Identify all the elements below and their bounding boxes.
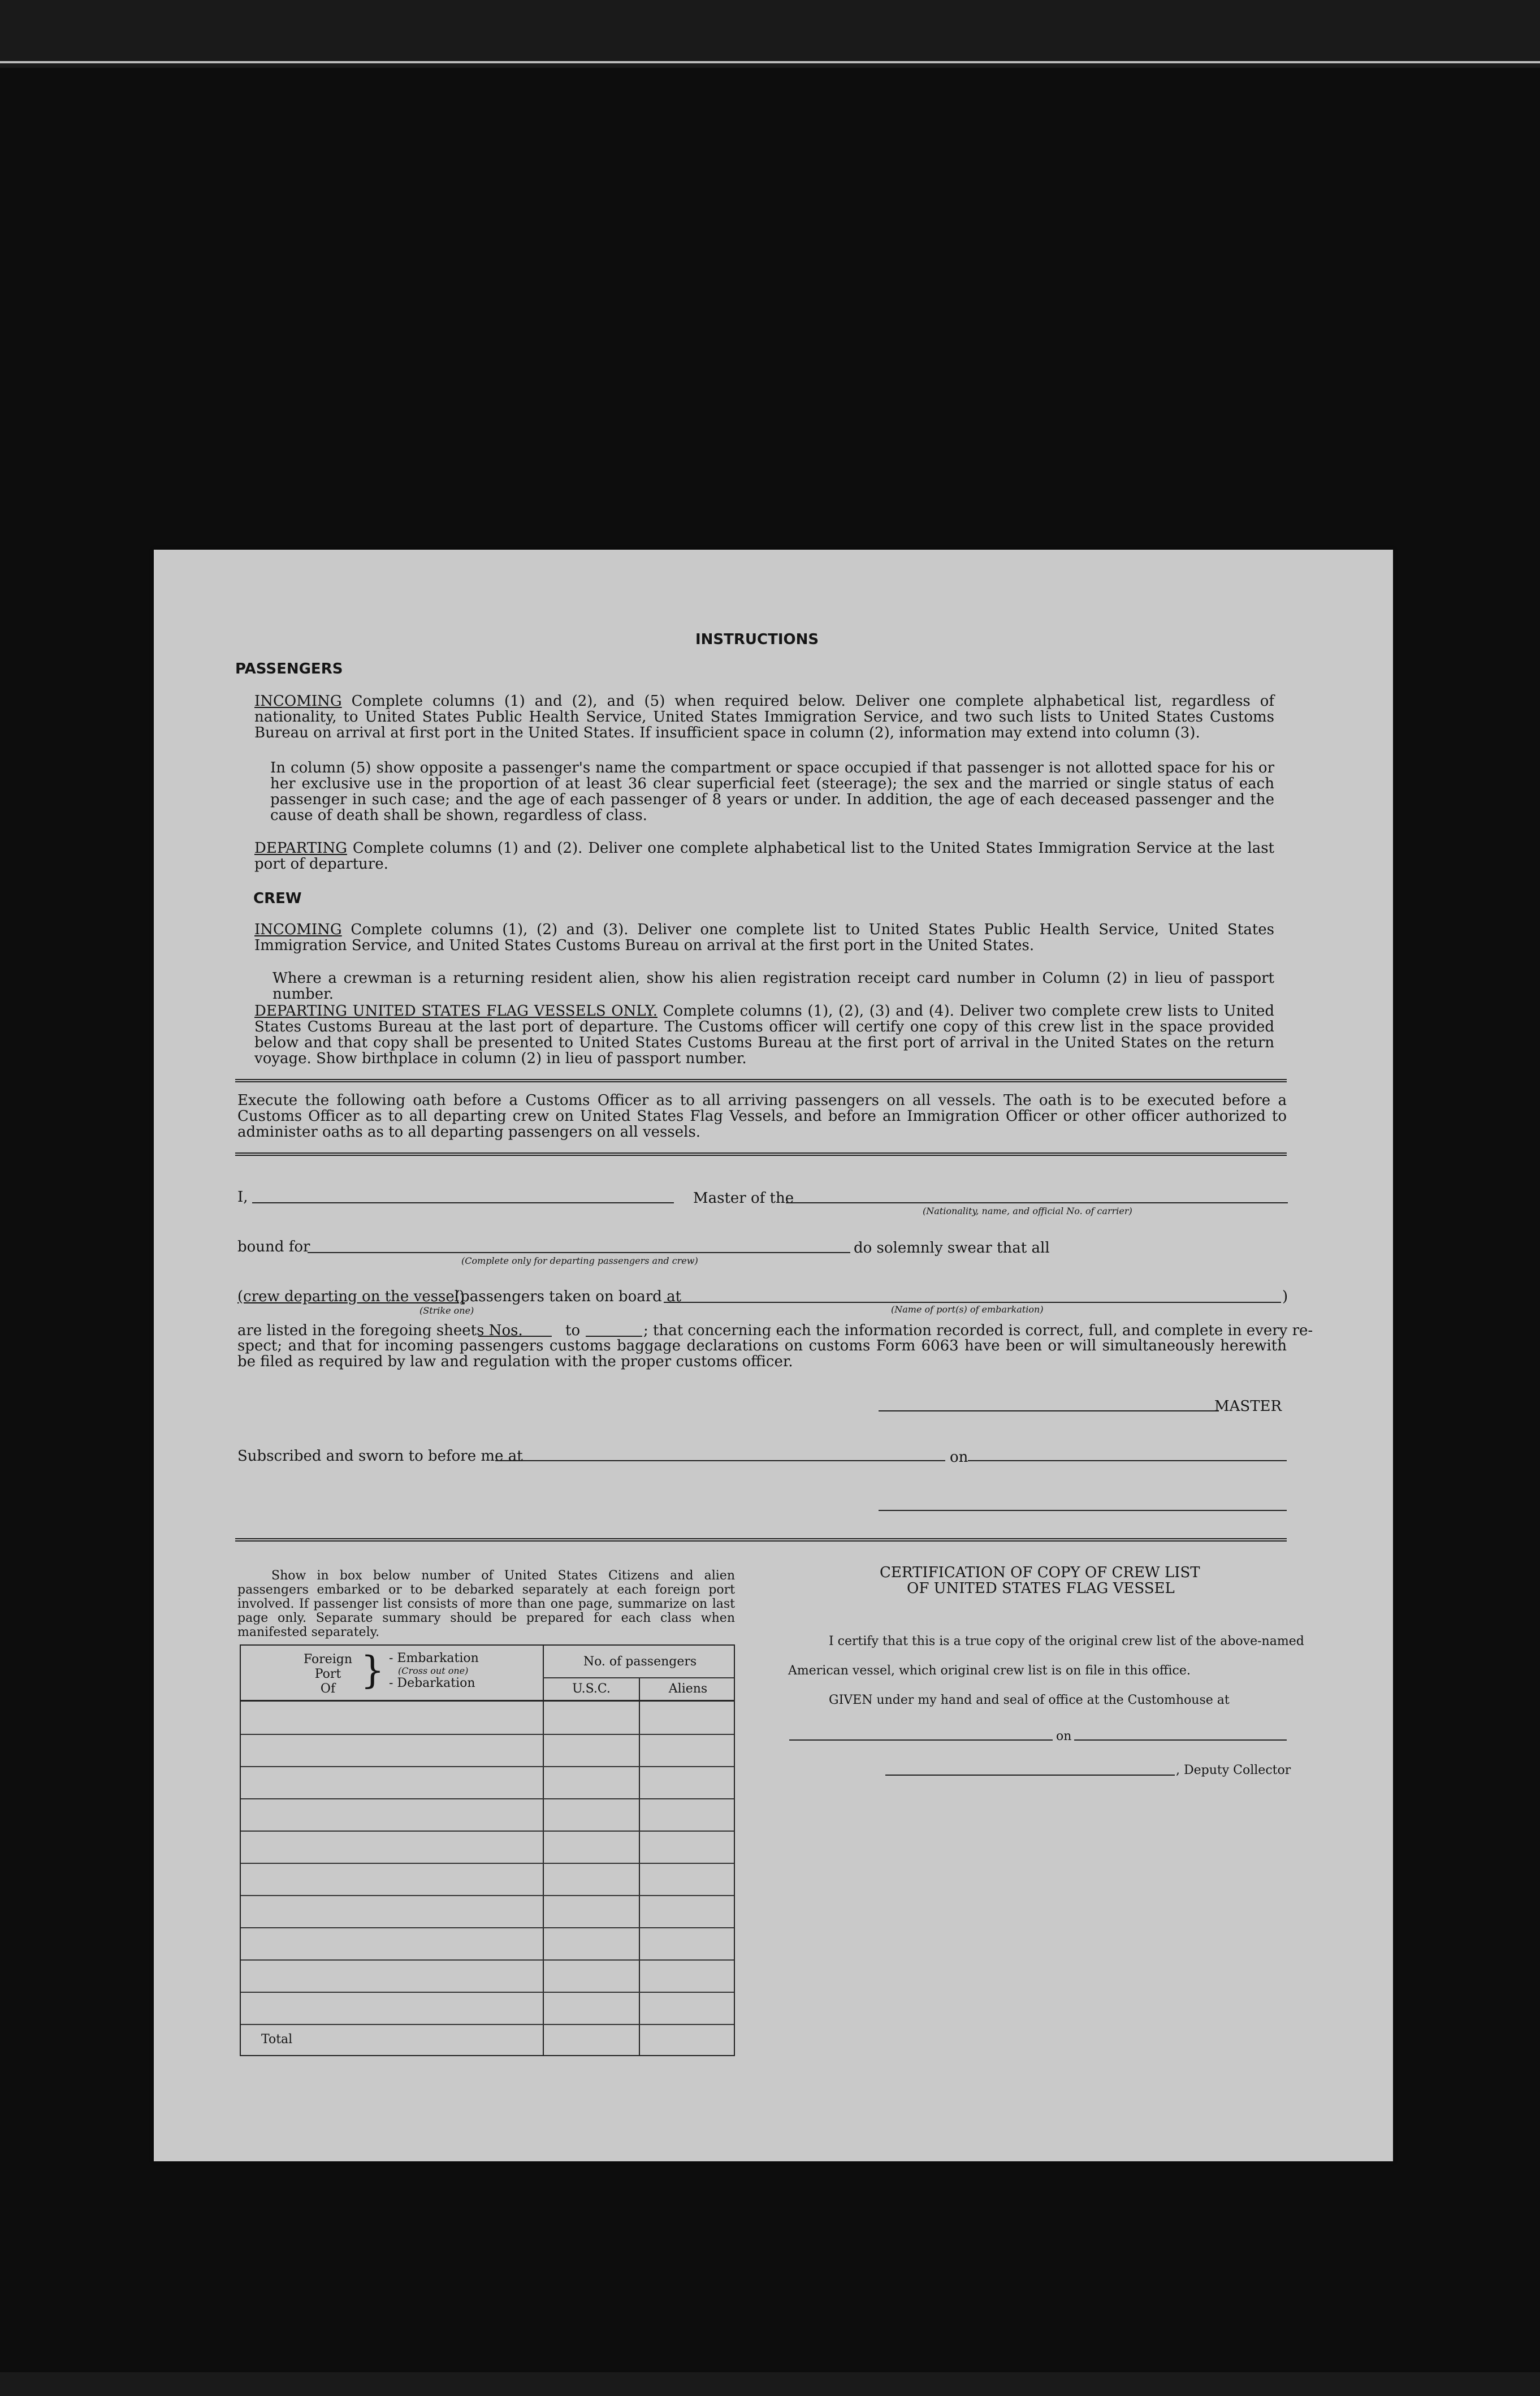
crew-heading: CREW: [253, 890, 302, 907]
crew-departing-option[interactable]: (crew departing on the vessel): [237, 1288, 465, 1305]
film-border-top: [0, 0, 1540, 68]
sheet-from-field[interactable]: [478, 1336, 552, 1337]
master-of-the-label: Master of the: [693, 1190, 794, 1207]
table-row: [241, 1798, 734, 1799]
instructions-title: INSTRUCTIONS: [695, 631, 819, 648]
complete-only-hint: (Complete only for departing passengers and crew): [461, 1255, 698, 1266]
carrier-field[interactable]: [786, 1202, 1288, 1203]
usc-label: U.S.C.: [572, 1682, 611, 1696]
subscribed-label: Subscribed and sworn to before me at: [237, 1448, 523, 1465]
certification-date-field[interactable]: [1074, 1739, 1287, 1741]
given-line: GIVEN under my hand and seal of office at the Customhouse at: [829, 1693, 1230, 1707]
foreign-port-label: [300, 1652, 356, 1696]
table-row: [241, 1959, 734, 1961]
embarkation-port-field[interactable]: [664, 1302, 1281, 1303]
crew-incoming-paragraph: [254, 922, 1274, 953]
officer-signature-field[interactable]: [879, 1510, 1287, 1511]
listed-text-1: are listed in the foregoing sheets Nos.: [237, 1322, 523, 1339]
crew-incoming-label: INCOMING: [254, 921, 342, 938]
deputy-collector-signature-field[interactable]: [885, 1775, 1175, 1776]
table-row: [241, 1766, 734, 1767]
sworn-date-field[interactable]: [968, 1460, 1287, 1461]
certification-on-label: on: [1056, 1729, 1072, 1743]
port-label: Port: [314, 1667, 341, 1681]
master-label: MASTER: [1214, 1398, 1282, 1415]
debarkation-label: - Debarkation: [389, 1676, 475, 1690]
table-row: [241, 1992, 734, 1993]
crewman-paragraph: Where a crewman is a returning resident alien, show his alien registration receipt card number in Column (2) in lieu of passport number.: [272, 970, 1274, 1003]
oath-execute-paragraph: Execute the following oath before a Customs Officer as to all arriving passengers on all vessels. The oath is to be executed before a Customs Officer as to all departing crew on United States Flag Vessels, and before an Immigration Officer or other officer authorized to administer oaths as to all departing passengers on all vessels.: [237, 1092, 1287, 1141]
passenger-summary-table: [240, 1644, 735, 2056]
divider-double-top: [235, 1079, 1287, 1082]
passengers-incoming-text: Complete columns (1) and (2), and (5) when required below. Deliver one complete alphabetical list, regardless of nationality, to United States Public Health Service, United States Immigration Service, and two such lists to United States Customs Bureau on arrival at first port in the United States. If insufficient space in column (2), information may extend into column (3).: [254, 693, 1275, 741]
table-divider-port: [543, 1646, 544, 2055]
passengers-incoming-label: INCOMING: [254, 693, 342, 710]
bound-for-field[interactable]: [308, 1252, 850, 1253]
deputy-collector-label: , Deputy Collector: [1176, 1763, 1291, 1777]
bound-for-label: bound for: [237, 1238, 310, 1255]
column5-paragraph: In column (5) show opposite a passenger's name the compartment or space occupied if that passenger is not allotted space for his or her exclusive use in the proportion of at least 36 clear superficial feet (steerage); the sex and the married or single status of each passenger in such case; and the age of each passenger of 8 years or under. In addition, the age of each deceased passenger and the cause of death shall be shown, regardless of class.: [270, 759, 1274, 824]
certification-title-2: OF UNITED STATES FLAG VESSEL: [907, 1580, 1175, 1597]
sheet-to-field[interactable]: [586, 1336, 642, 1337]
master-signature-field[interactable]: [879, 1410, 1219, 1411]
close-paren: ): [1282, 1288, 1288, 1305]
passengers-departing-text: Complete columns (1) and (2). Deliver one complete alphabetical list to the United States Immigration Service at the last port of departure.: [254, 840, 1274, 873]
strike-one-hint: (Strike one): [419, 1305, 474, 1316]
departing-flag-text: Complete columns (1), (2), (3) and (4). Deliver two complete crew lists to United States Customs Bureau at the last port of departure. The Customs officer will certify one copy of this crew list in the space provided below and that copy shall be presented to United States Customs Bureau at the first port of arrival in the United States on the return voyage. Show birthplace in column (2) in lieu of passport number.: [254, 1003, 1274, 1067]
listed-text-3: spect; and that for incoming passengers customs baggage declarations on customs Form 6063 have been or will simultaneously herewith be filed as required by law and regulation with the proper customs officer.: [237, 1337, 1287, 1370]
certify-line-1: I certify that this is a true copy of the original crew list of the above-named: [829, 1634, 1304, 1648]
no-of-passengers-label: No. of passengers: [583, 1655, 697, 1669]
listed-text-2: ; that concerning each the information recorded is correct, full, and complete in every re-: [643, 1322, 1313, 1339]
sworn-place-field[interactable]: [495, 1460, 945, 1461]
passengers-heading: PASSENGERS: [235, 660, 343, 677]
to-label: to: [565, 1322, 581, 1339]
master-name-field[interactable]: [252, 1202, 674, 1203]
film-border-bottom: [0, 2372, 1540, 2396]
film-scratch-line: [0, 61, 1540, 63]
divider-double-bottom: [235, 1538, 1287, 1542]
table-header-rule: [241, 1700, 734, 1702]
form-sheet: [154, 550, 1393, 2161]
port-hint: (Name of port(s) of embarkation): [891, 1304, 1044, 1315]
cross-out-hint: (Cross out one): [398, 1665, 469, 1676]
crew-incoming-text: Complete columns (1), (2) and (3). Deliver one complete list to United States Public Health Service, United States Immigration Service, and United States Customs Bureau on arrival at the first port in the United States.: [254, 921, 1274, 954]
subscribed-on-label: on: [950, 1449, 968, 1466]
table-header-split: [543, 1677, 734, 1678]
passengers-incoming-paragraph: [254, 693, 1274, 741]
table-row: [241, 1927, 734, 1928]
table-row: [241, 2024, 734, 2025]
divider-double-oath: [235, 1152, 1287, 1156]
of-label: Of: [320, 1682, 336, 1696]
certify-line-2: American vessel, which original crew list is on file in this office.: [788, 1664, 1191, 1678]
table-row: [241, 1831, 734, 1832]
table-row: [241, 1863, 734, 1864]
foreign-label: Foreign: [303, 1652, 353, 1667]
departing-flag-paragraph: [254, 1003, 1274, 1067]
embarkation-label: - Embarkation: [389, 1651, 479, 1665]
table-row: [241, 1734, 734, 1735]
passengers-departing-label: DEPARTING: [254, 840, 347, 857]
embarkation-option[interactable]: [389, 1652, 479, 1690]
aliens-label: Aliens: [668, 1682, 708, 1696]
customhouse-field[interactable]: [789, 1739, 1053, 1741]
certification-title-1: CERTIFICATION OF COPY OF CREW LIST: [880, 1564, 1200, 1581]
solemnly-swear-label: do solemnly swear that all: [854, 1240, 1050, 1257]
oath-i-label: I,: [237, 1189, 248, 1206]
summary-instructions: Show in box below number of United States Citizens and alien passengers embarked or to be debarked separately at each foreign port involved. If passenger list consists of more than one page, summarize on last page only. Separate summary should be prepared for each class when manifested separately.: [237, 1569, 735, 1639]
total-label: Total: [261, 2032, 293, 2047]
nationality-hint: (Nationality, name, and official No. of carrier): [923, 1206, 1132, 1216]
brace: }: [361, 1648, 384, 1692]
departing-flag-label: DEPARTING UNITED STATES FLAG VESSELS ONLY.: [254, 1003, 658, 1020]
passengers-departing-paragraph: [254, 840, 1274, 872]
passengers-taken-label: (passengers taken on board at: [455, 1288, 682, 1305]
table-row: [241, 1895, 734, 1896]
